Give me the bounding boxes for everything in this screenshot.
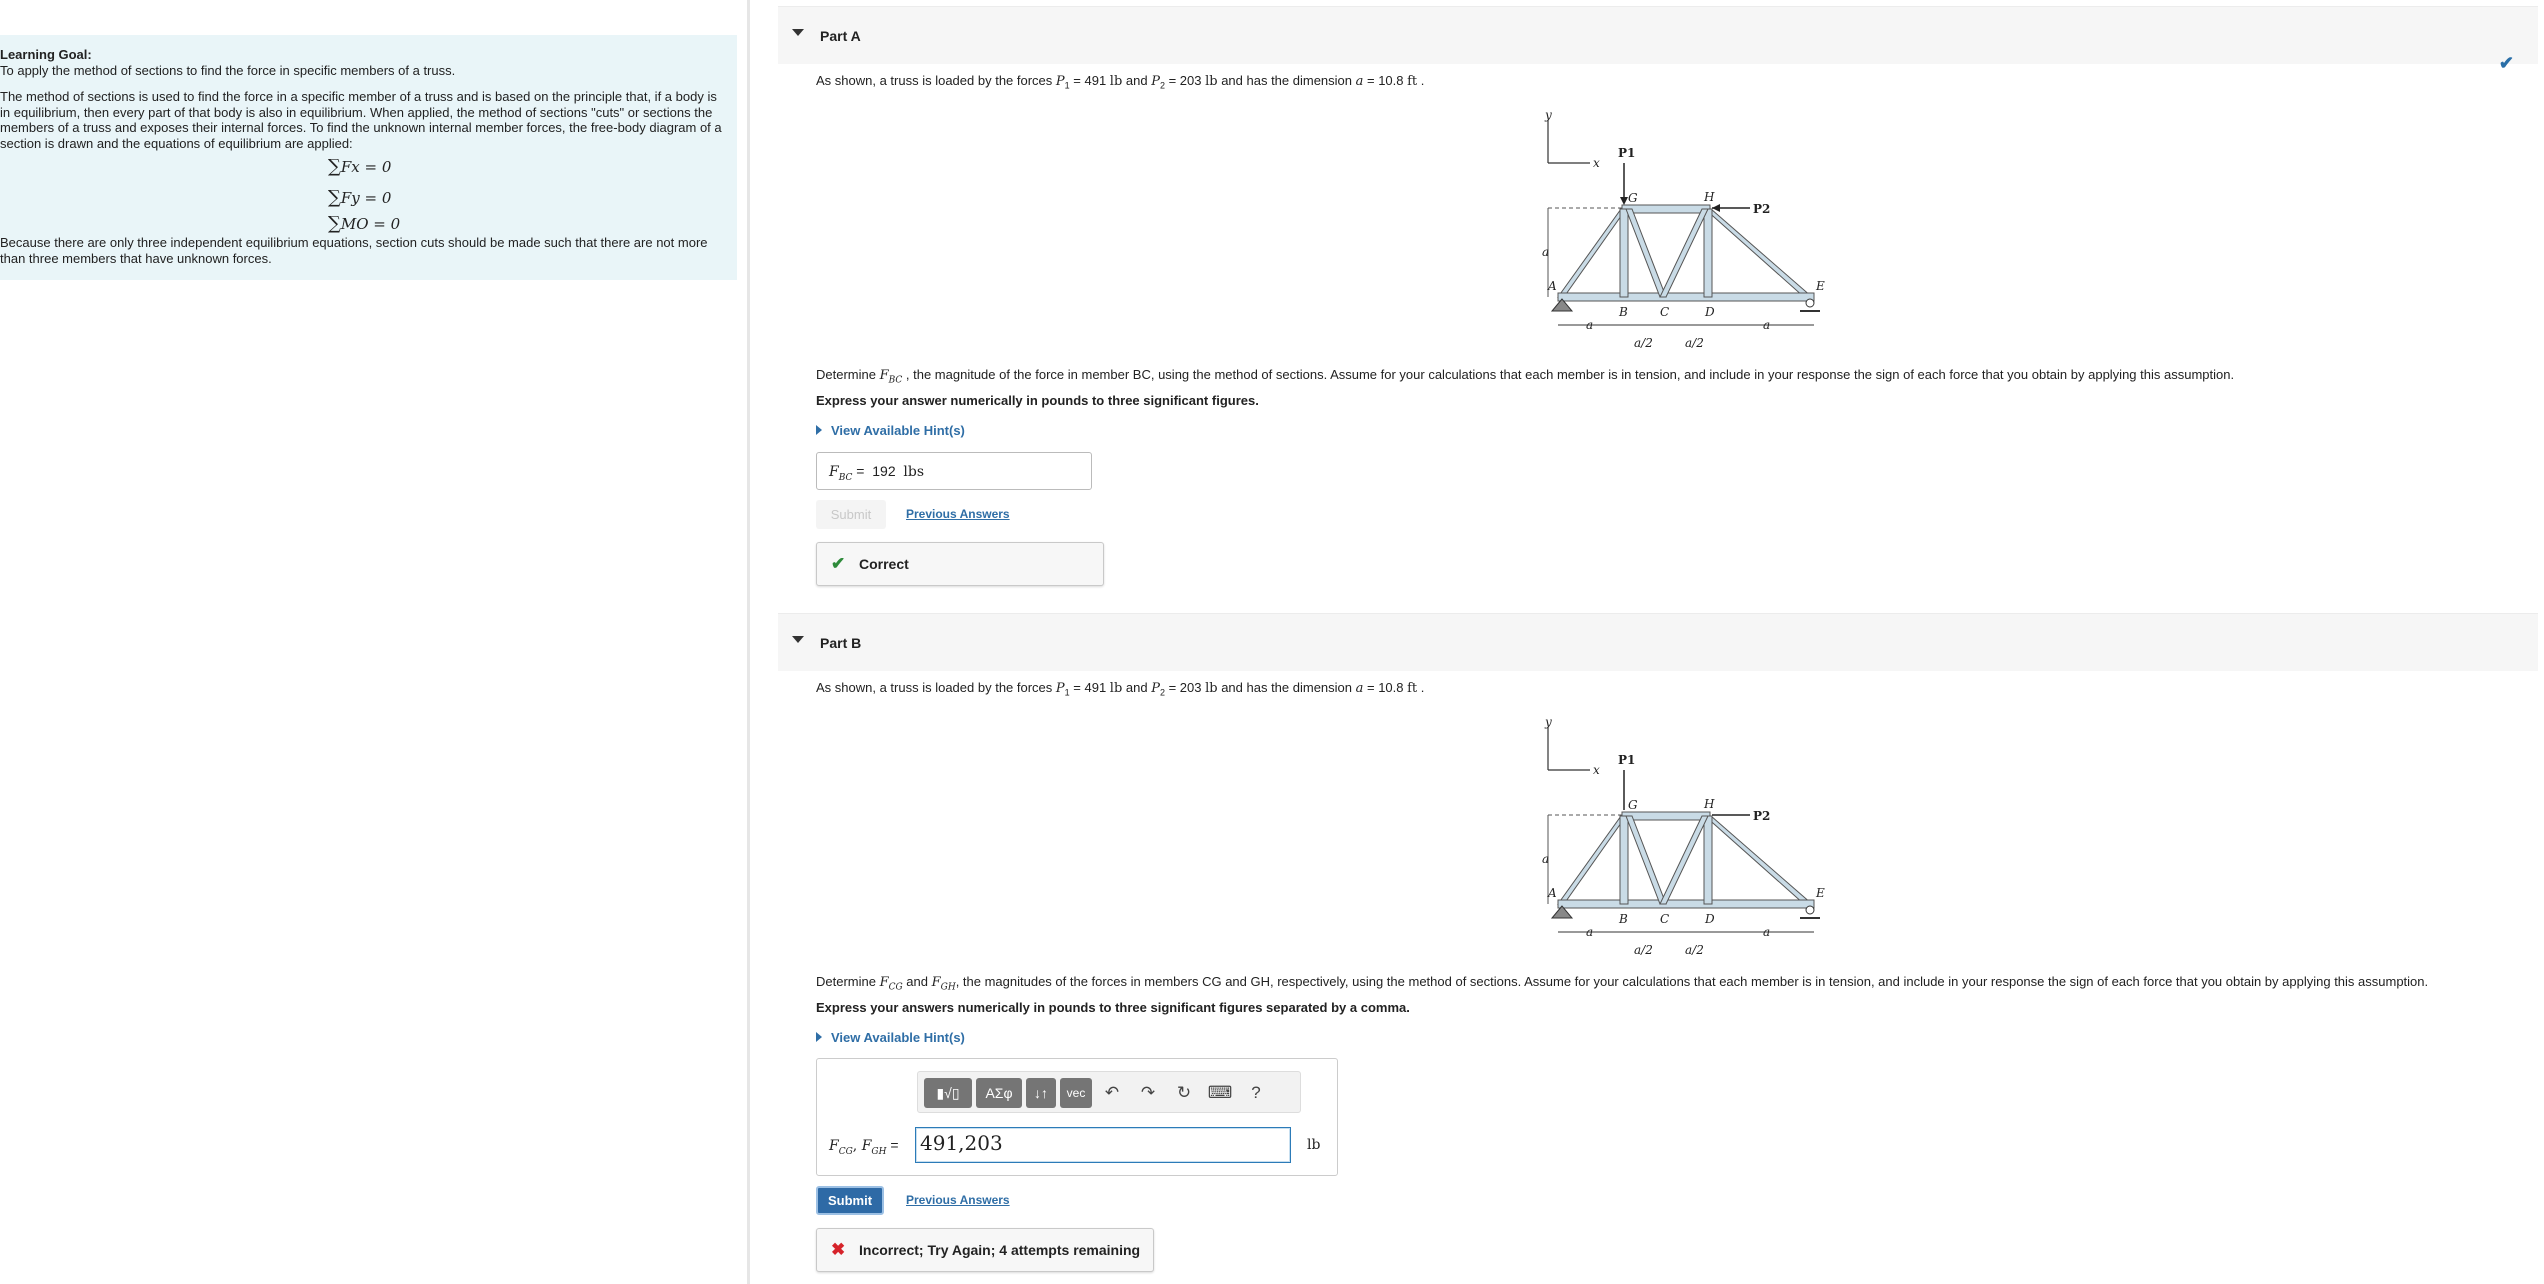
- part-a-answer-label: F: [829, 464, 839, 480]
- y-axis-label: y: [1545, 108, 1552, 122]
- joint-b-label: B: [1619, 305, 1628, 319]
- undo-icon[interactable]: ↶: [1104, 1083, 1120, 1102]
- part-a-answer-value: 192: [872, 463, 896, 479]
- joint-h-label: H: [1704, 190, 1715, 204]
- part-b-hint-toggle[interactable]: View Available Hint(s): [816, 1030, 965, 1045]
- equation-sum-fx: ∑Fx = 0: [328, 156, 392, 177]
- part-a-submit-button[interactable]: Submit: [816, 500, 886, 529]
- dim-a-vertical: a: [1542, 852, 1550, 866]
- dim-a-half-2: a/2: [1685, 336, 1704, 350]
- dim-a-left: a: [1586, 318, 1594, 332]
- part-b-intro: As shown, a truss is loaded by the forces $P_1 = 491$ lb and $P_2 = 203$ lb and has the dimension a = 10.8 ft .: [816, 680, 1425, 698]
- collapse-caret-icon[interactable]: [792, 29, 804, 36]
- equation-sum-fy: ∑Fy = 0: [328, 187, 392, 208]
- templates-button[interactable]: ▮√▯: [924, 1078, 972, 1108]
- reset-icon[interactable]: ↻: [1176, 1083, 1192, 1102]
- p2-label: P2: [1753, 809, 1771, 823]
- part-b-header[interactable]: [778, 613, 2538, 671]
- question-area: [778, 0, 2544, 1284]
- part-b-instructions: Express your answers numerically in pounds to three significant figures separated by a comma.: [816, 1000, 1410, 1015]
- expand-triangle-icon: [816, 425, 822, 435]
- x-axis-label: x: [1593, 156, 1600, 170]
- joint-d-label: D: [1705, 305, 1715, 319]
- joint-a-label: A: [1548, 279, 1557, 293]
- dim-a-half-2: a/2: [1685, 943, 1704, 957]
- correct-check-icon: ✔: [831, 554, 846, 573]
- x-axis-label: x: [1593, 763, 1600, 777]
- expand-triangle-icon: [816, 1032, 822, 1042]
- greek-symbols-button[interactable]: ΑΣφ: [976, 1078, 1022, 1108]
- joint-a-label: A: [1548, 886, 1557, 900]
- goal-title: Learning Goal:: [0, 47, 92, 62]
- part-a-title: Part A: [820, 28, 861, 44]
- collapse-caret-icon[interactable]: [792, 636, 804, 643]
- part-a-previous-answers-link[interactable]: Previous Answers: [906, 507, 1010, 521]
- part-b-answer-unit: lb: [1307, 1137, 1321, 1153]
- joint-d-label: D: [1705, 912, 1715, 926]
- part-b-answer-label: $F_{CG}$, $F_{GH}$ =: [829, 1137, 899, 1157]
- part-a-question: Determine $F_{BC}$ , the magnitude of the force in member BC, using the method of sections. Assume for your calculations that each member is in tension, and include in your response the sign of each force that you obtain by applying this assumption.: [816, 367, 2235, 386]
- truss-diagram-a: [1518, 105, 1858, 355]
- part-b-previous-answers-link[interactable]: Previous Answers: [906, 1193, 1010, 1207]
- joint-c-label: C: [1660, 912, 1670, 926]
- learning-goal-panel: [0, 0, 750, 1284]
- help-icon[interactable]: ?: [1251, 1083, 1261, 1102]
- truss-members: [1558, 205, 1814, 301]
- joint-b-label: B: [1619, 912, 1628, 926]
- p1-label: P1: [1618, 146, 1636, 160]
- incorrect-x-icon: ✖: [831, 1240, 846, 1259]
- vector-button[interactable]: vec: [1060, 1078, 1092, 1108]
- checkmark-icon: ✔: [2498, 53, 2514, 73]
- part-a-instructions: Express your answer numerically in pounds to three significant figures.: [816, 393, 1259, 408]
- goal-paragraph-1: The method of sections is used to find the force in a specific member of a truss and is based on the principle that, if a body is in equilibrium, then every part of that body is also in equilibrium. When applied, the method of sections "cuts" or sections the members of a truss and exposes their internal forces. To find the unknown internal member forces, the free-body diagram of a section is drawn and the equations of equilibrium are applied:: [0, 89, 722, 151]
- joint-e-label: E: [1816, 279, 1825, 293]
- part-a-header[interactable]: [778, 6, 2538, 73]
- truss-diagram-b: [1518, 712, 1858, 962]
- dim-a-half-1: a/2: [1634, 336, 1653, 350]
- redo-icon[interactable]: ↷: [1140, 1083, 1156, 1102]
- joint-c-label: C: [1660, 305, 1670, 319]
- equation-sum-mo: ∑MO = 0: [328, 213, 401, 234]
- joint-g-label: G: [1628, 798, 1638, 812]
- part-a-hint-toggle[interactable]: View Available Hint(s): [816, 423, 965, 438]
- subscript-superscript-button[interactable]: ↓↑: [1026, 1078, 1056, 1108]
- goal-paragraph-2: Because there are only three independent equilibrium equations, section cuts should be made such that there are not more than three members that have unknown forces.: [0, 235, 708, 266]
- part-a-intro: As shown, a truss is loaded by the forces $P_1 = 491$ lb and $P_2 = 203$ lb and has the dimension a = 10.8 ft .: [816, 73, 1425, 91]
- dim-a-right: a: [1763, 925, 1771, 939]
- part-b-question: Determine $F_{CG}$ and $F_{GH}$, the magnitudes of the forces in members CG and GH, respectively, using the method of sections. Assume for your calculations that each member is in tension, and include in your response the sign of each force that you obtain by applying this assumption.: [816, 974, 2429, 993]
- dim-a-left: a: [1586, 925, 1594, 939]
- part-b-submit-button[interactable]: Submit: [816, 1186, 884, 1215]
- part-b-answer-panel: [816, 1058, 1338, 1176]
- goal-text: To apply the method of sections to find the force in specific members of a truss.: [0, 62, 456, 78]
- p2-label: P2: [1753, 202, 1771, 216]
- joint-e-label: E: [1816, 886, 1825, 900]
- math-toolbar: [917, 1071, 1301, 1113]
- dim-a-right: a: [1763, 318, 1771, 332]
- learning-goal-box: [0, 35, 737, 280]
- part-b-feedback: ✖ Incorrect; Try Again; 4 attempts remaining: [816, 1228, 1154, 1272]
- dim-a-vertical: a: [1542, 245, 1550, 259]
- part-a-answer-unit: lbs: [903, 464, 925, 480]
- part-a-feedback: ✔ Correct: [816, 542, 1104, 586]
- joint-g-label: G: [1628, 191, 1638, 205]
- truss-members: [1558, 812, 1814, 908]
- keyboard-icon[interactable]: ⌨: [1207, 1083, 1233, 1102]
- part-a-answer-display: $F_{BC} = 192$ lbs: [816, 452, 1092, 490]
- y-axis-label: y: [1545, 715, 1552, 729]
- part-b-answer-input[interactable]: 491,203: [915, 1127, 1291, 1163]
- dim-a-half-1: a/2: [1634, 943, 1653, 957]
- part-b-title: Part B: [820, 635, 862, 651]
- p1-label: P1: [1618, 753, 1636, 767]
- joint-h-label: H: [1704, 797, 1715, 811]
